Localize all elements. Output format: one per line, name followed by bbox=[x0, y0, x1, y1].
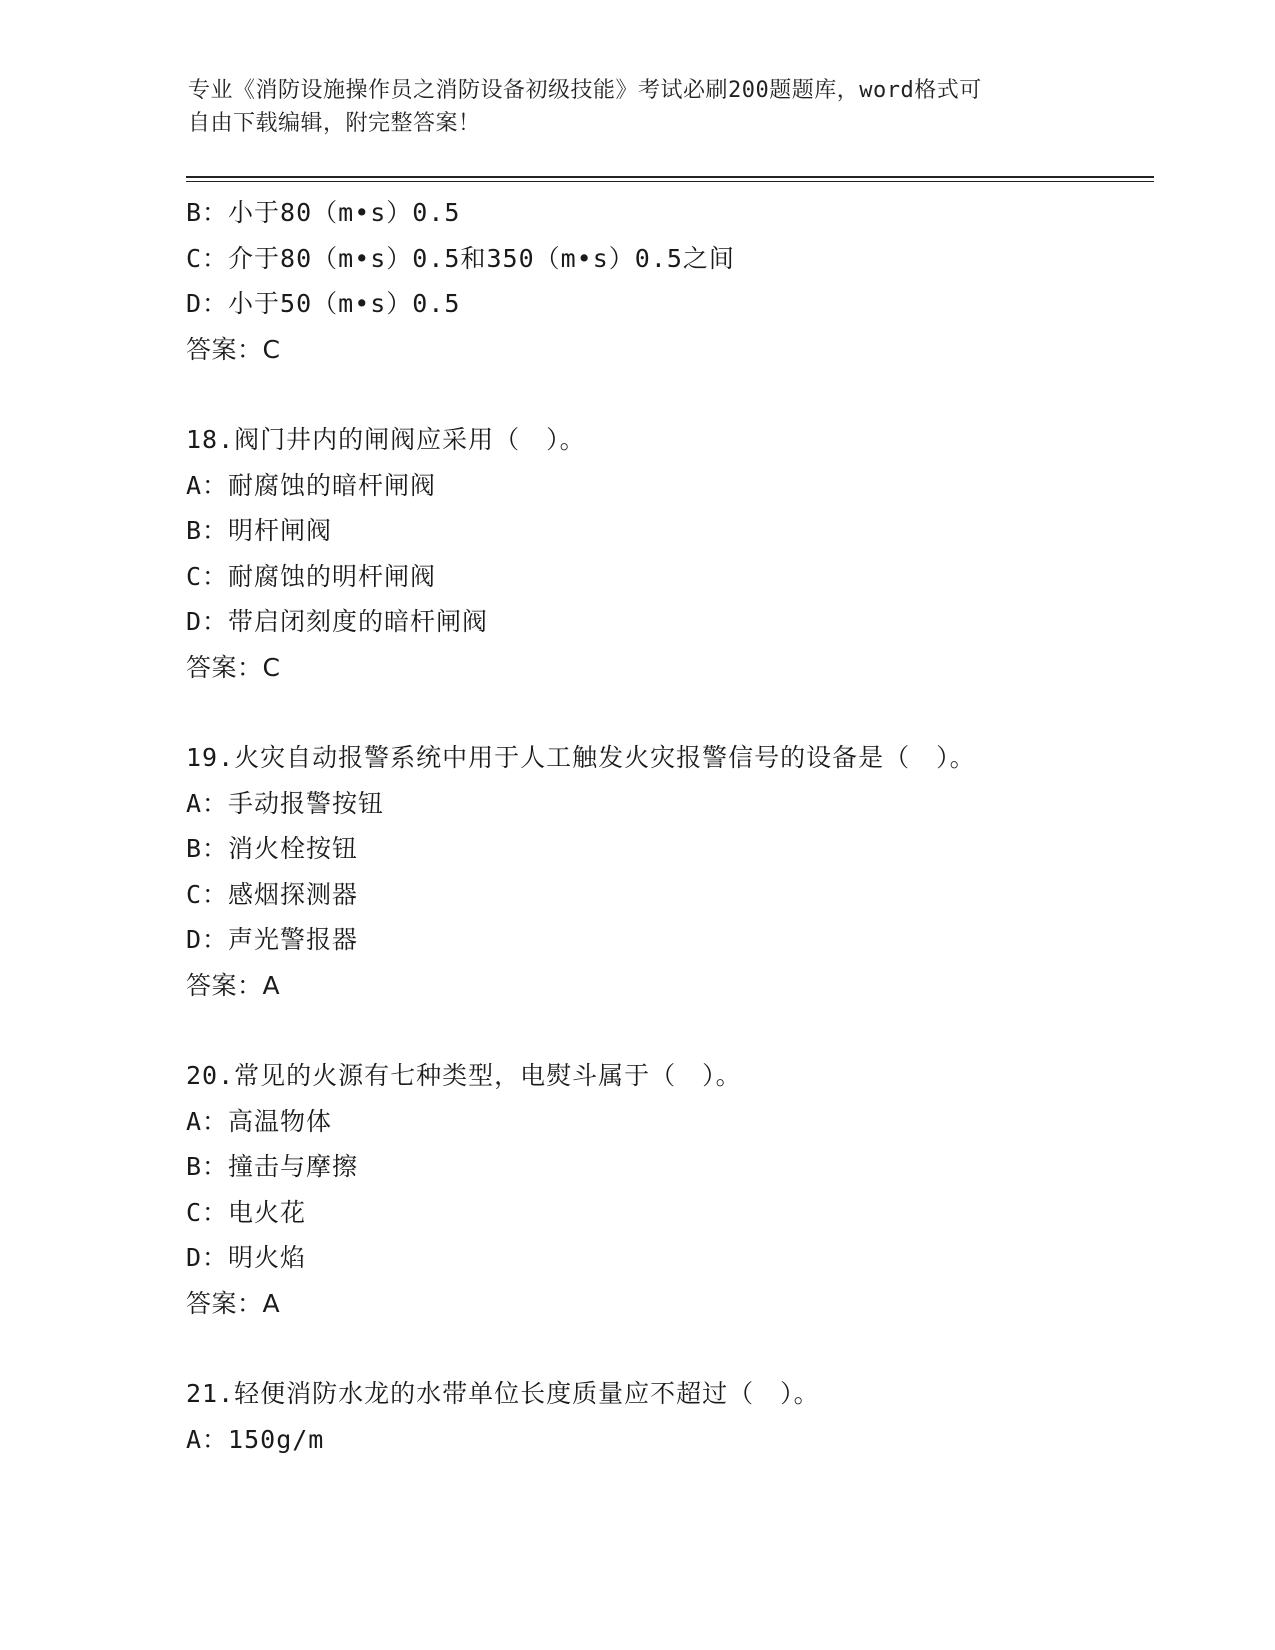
option-a: A：手动报警按钮 bbox=[186, 788, 385, 818]
option-b: B：消火栓按钮 bbox=[186, 834, 359, 863]
question-20 bbox=[186, 1053, 1146, 1326]
option-b: B：撞击与摩擦 bbox=[186, 1152, 359, 1181]
question-list bbox=[186, 190, 1146, 1462]
question-text: 20.常见的火源有七种类型，电熨斗属于（ ）。 bbox=[186, 1061, 742, 1090]
option-c: C：介于80（m•s）0.5和350（m•s）0.5之间 bbox=[186, 243, 735, 273]
option-a: A：高温物体 bbox=[186, 1106, 333, 1136]
header-line-1: 专业《消防设施操作员之消防设备初级技能》考试必刷200题题库，word格式可 bbox=[188, 78, 982, 103]
question-21 bbox=[186, 1371, 1146, 1462]
option-b: B：小于80（m•s）0.5 bbox=[186, 198, 461, 227]
option-c: C：电火花 bbox=[186, 1197, 307, 1227]
question-19 bbox=[186, 735, 1146, 1008]
answer: 答案：C bbox=[186, 652, 281, 682]
option-d: D：小于50（m•s）0.5 bbox=[186, 289, 461, 318]
option-d: D：明火焰 bbox=[186, 1243, 307, 1272]
option-a: A：耐腐蚀的暗杆闸阀 bbox=[186, 470, 437, 500]
option-d: D：带启闭刻度的暗杆闸阀 bbox=[186, 607, 489, 636]
header-line-2: 自由下载编辑，附完整答案！ bbox=[188, 111, 481, 136]
header-divider-bottom bbox=[186, 181, 1154, 182]
option-d: D：声光警报器 bbox=[186, 925, 359, 954]
option-c: C：感烟探测器 bbox=[186, 879, 359, 909]
question-text: 18.阀门井内的闸阀应采用（ ）。 bbox=[186, 425, 586, 454]
header-divider-top bbox=[186, 176, 1154, 178]
option-c: C：耐腐蚀的明杆闸阀 bbox=[186, 561, 437, 591]
question-text: 21.轻便消防水龙的水带单位长度质量应不超过（ ）。 bbox=[186, 1379, 820, 1408]
answer: 答案：A bbox=[186, 970, 281, 1000]
question-18 bbox=[186, 417, 1146, 690]
option-b: B：明杆闸阀 bbox=[186, 516, 333, 545]
answer: 答案：A bbox=[186, 1288, 281, 1318]
question-text: 19.火灾自动报警系统中用于人工触发火灾报警信号的设备是（ ）。 bbox=[186, 743, 976, 772]
document-header bbox=[188, 74, 1088, 140]
answer: 答案：C bbox=[186, 334, 281, 364]
option-a: A：150g/m bbox=[186, 1424, 325, 1454]
question-17-continued bbox=[186, 190, 1146, 372]
